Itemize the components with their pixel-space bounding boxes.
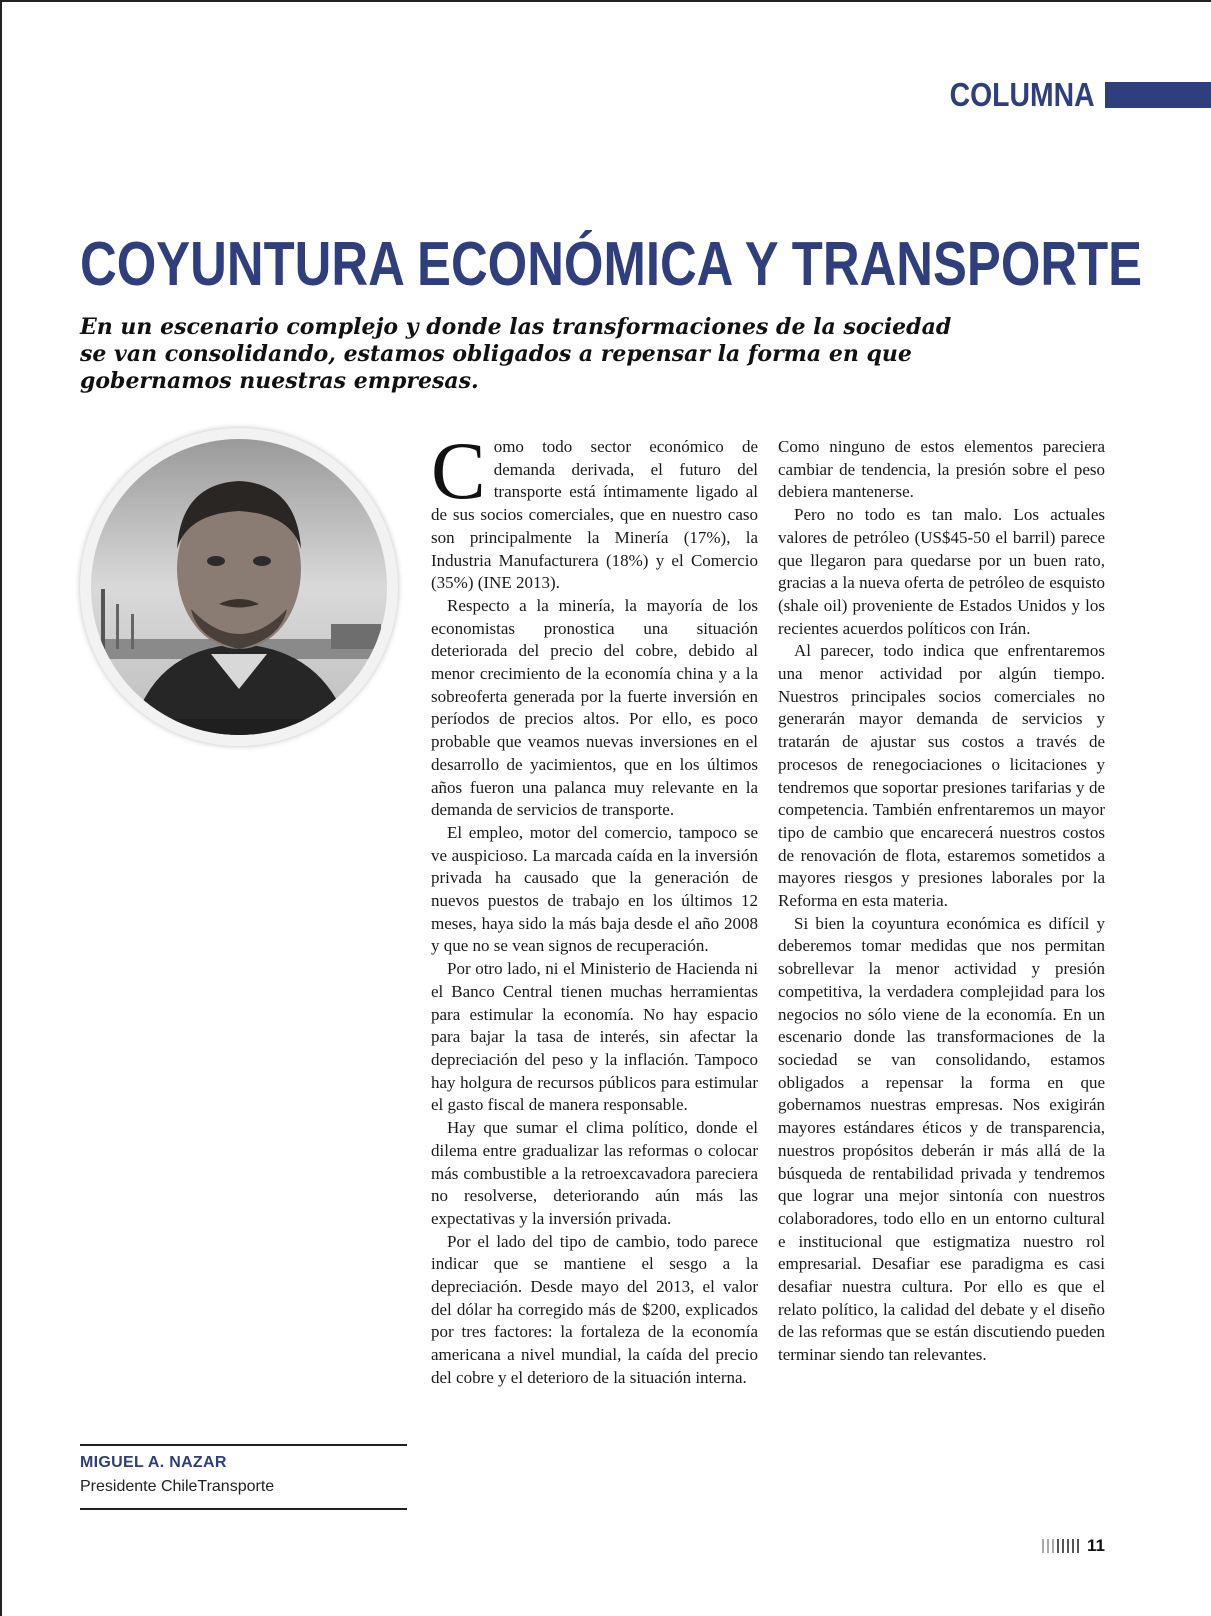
section-tag [926,76,1211,113]
article-paragraph: Por el lado del tipo de cambio, todo parece indicar que se mantiene el sesgo a la depreciación. Desde mayo del 2013, el valor del dólar ha corregido más de $200, explicados por tres factores: la fortaleza de la economía americana a nivel mundial, la caída del precio del cobre y el deterioro de la situación interna. [431,1231,758,1387]
article-paragraph: Como ninguno de estos elementos pareciera cambiar de tendencia, la presión sobre el peso debiera mantenerse. [778,437,1105,502]
article-paragraph: Si bien la coyuntura económica es difícil y deberemos tomar medidas que nos permitan sobrellevar la menor actividad y presión competitiva, la verdadera complejidad para los negocios no sólo viene de la economía. En un escenario donde las transformaciones de la sociedad se van consolidando, estamos obligados a repensar la forma en que gobernamos nuestras empresas. Nos exigirán mayores estándares éticos y de transparencia, nuestros propósitos deberán ir más allá de la búsqueda de rentabilidad privada y tendremos que lograr una mejor sintonía con nuestros colaboradores, todo ello en un entorno cultural e institucional que estigmatiza nuestro rol empresarial. Desafiar ese paradigma es casi desafiar nuestra cultura. Por ello es que el relato político, la calidad del debate y el diseño de las reformas que se están discutiendo pueden terminar siendo tan relevantes. [778,913,1105,1365]
article-paragraph: Al parecer, todo indica que enfrentaremos una menor actividad por algún tiempo. Nuestros principales socios comerciales no generarán mayor demanda de servicios y tratarán de ajustar sus costos a través de procesos de renegociaciones o licitaciones y tendremos que soportar presiones tarifarias y de competencia. También enfrentaremos un mayor tipo de cambio que encarecerá nuestros costos de renovación de flota, estaremos sometidos a mayores riesgos y presiones laborales por la Reforma en esta materia. [778,641,1105,911]
author-rule-top [80,1444,407,1446]
page-border-top [0,0,1211,2]
article-subtitle: En un escenario complejo y donde las transformaciones de la sociedad se van consolidando, estamos obligados a repensar la forma en que gobernamos nuestras empresas. [80,314,952,394]
article-paragraph: Por otro lado, ni el Ministerio de Hacienda ni el Banco Central tienen muchas herramientas para estimular la economía. No hay espacio para bajar la tasa de interés, sin afectar la depreciación del peso y la inflación. Tampoco hay holgura de recursos públicos para estimular el gasto fiscal de manera responsable. [431,959,758,1115]
page-folio [1042,1536,1105,1556]
article-paragraph: El empleo, motor del comercio, tampoco se ve auspicioso. La marcada caída en la inversión privada ha causado que la generación de nuevos puestos de trabajo en los últimos 12 meses, haya sido la más baja desde el año 2008 y que no se vean signos de recuperación. [431,822,758,956]
author-rule-bottom [80,1508,407,1510]
article-column-2 [778,436,1105,1367]
author-name: MIGUEL A. NAZAR [80,1454,227,1471]
article-paragraph: Pero no todo es tan malo. Los actuales valores de petróleo (US$45-50 el barril) parece que llegaron para quedarse por un buen rato, gracias a la nueva oferta de petróleo de esquisto (shale oil) proveniente de Estados Unidos y los recientes acuerdos políticos con Irán. [778,505,1105,638]
page-border-left [0,0,2,1616]
author-role: Presidente ChileTransporte [80,1478,275,1495]
author-photo [91,439,387,735]
section-label: COLUMNA [949,76,1095,113]
page-number: 11 [1087,1536,1105,1555]
section-bar [1105,82,1211,108]
article-column-1 [431,425,758,1390]
drop-cap: C [431,425,486,516]
article-headline: COYUNTURA ECONÓMICA Y TRANSPORTE [80,230,1143,299]
article-paragraph: Hay que sumar el clima político, donde el dilema entre gradualizar las reformas o colocar más combustible a la retroexcavadora pareciera no resolverse, deteriorando aún más las expectativas y la inversión privada. [431,1118,758,1228]
folio-ticks [1042,1539,1079,1553]
article-paragraph: Como todo sector económico de demanda derivada, el futuro del transporte está íntimamente ligado al de sus socios comerciales, que en nuestro caso son principalmente la Minería (17%), la Industria Manufacturera (18%) y el Comercio (35%) (INE 2013). [431,425,758,593]
article-paragraph: Respecto a la minería, la mayoría de los economistas pronostica una situación deteriorada del precio del cobre, debido al menor crecimiento de la economía china y a la sobreoferta generada por la fuerte inversión en períodos de precios altos. Por ello, es poco probable que veamos nuevas inversiones en el desarrollo de yacimientos, que en los últimos años fueron una palanca muy relevante en la demanda de servicios de transporte. [431,595,758,820]
